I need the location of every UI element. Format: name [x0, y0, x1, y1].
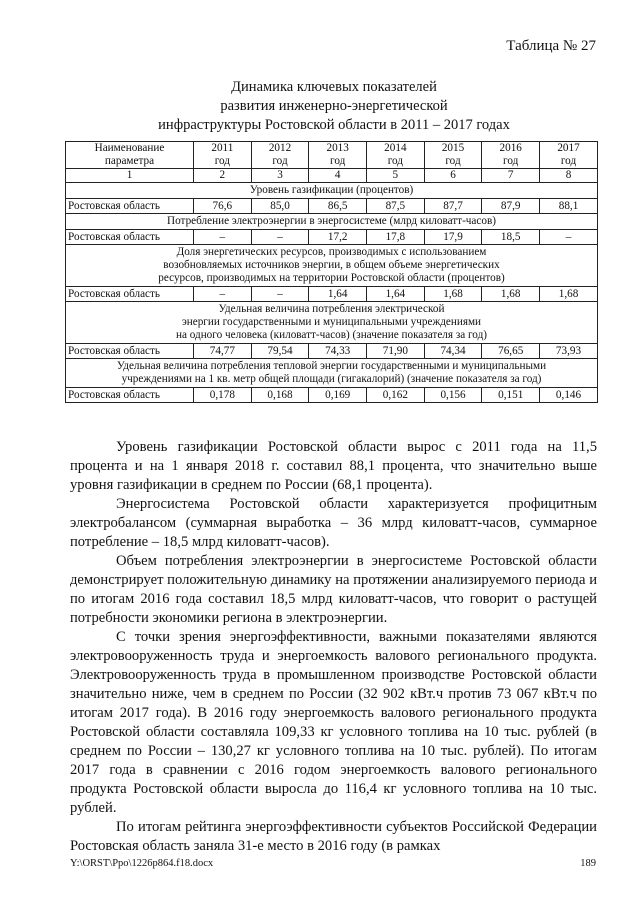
value-cell: 73,93: [540, 344, 598, 359]
header-year-cell: 2011 год: [194, 142, 252, 169]
header-year-cell: 2014 год: [367, 142, 425, 169]
table-caption: [64, 78, 604, 135]
value-cell: 88,1: [540, 199, 598, 214]
value-cell: 76,6: [194, 199, 252, 214]
value-cell: 0,156: [424, 388, 482, 403]
value-cell: 0,168: [251, 388, 309, 403]
section-title-line: Удельная величина потребления электрической: [218, 303, 445, 315]
caption-line: Динамика ключевых показателей: [231, 79, 437, 95]
value-cell: 1,68: [540, 287, 598, 302]
value-cell: 87,9: [482, 199, 540, 214]
column-number-cell: 6: [424, 169, 482, 183]
value-cell: 74,77: [194, 344, 252, 359]
value-cell: 74,33: [309, 344, 367, 359]
value-cell: 18,5: [482, 230, 540, 245]
value-cell: 0,178: [194, 388, 252, 403]
section-title-row: [66, 183, 598, 199]
value-cell: 17,9: [424, 230, 482, 245]
header-year-cell: 2015 год: [424, 142, 482, 169]
value-cell: 17,2: [309, 230, 367, 245]
value-cell: 76,65: [482, 344, 540, 359]
caption-line: инфраструктуры Ростовской области в 2011 – 2017 годах: [158, 117, 510, 133]
value-cell: –: [194, 230, 252, 245]
body-paragraph: Уровень газификации Ростовской области вырос с 2011 года на 11,5 процента и на 1 января 2018 г. составил 88,1 процента, что значительно выше уровня газификации в среднем по России (68,1 процента).: [70, 439, 597, 493]
value-cell: 87,5: [367, 199, 425, 214]
column-number-cell: 3: [251, 169, 309, 183]
section-title-line: Уровень газификации (процентов): [249, 184, 414, 196]
column-number-cell: 4: [309, 169, 367, 183]
row-label-cell: Ростовская область: [66, 344, 194, 359]
column-number-cell: 2: [194, 169, 252, 183]
value-cell: –: [251, 287, 309, 302]
section-title-line: энергии государственными и муниципальными учреждениями: [181, 316, 482, 328]
value-cell: 86,5: [309, 199, 367, 214]
value-cell: 71,90: [367, 344, 425, 359]
value-cell: 79,54: [251, 344, 309, 359]
footer-file-path: Y:\ORST\Ppo\1226p864.f18.docx: [70, 858, 214, 869]
section-title-cell: [66, 245, 598, 287]
header-year-cell: 2016 год: [482, 142, 540, 169]
table-number-label: Таблица № 27: [506, 38, 596, 54]
section-title-row: [66, 359, 598, 388]
column-number-row: [66, 169, 598, 183]
indicators-table: [65, 141, 598, 403]
header-year-cell: 2012 год: [251, 142, 309, 169]
row-label-cell: Ростовская область: [66, 230, 194, 245]
value-cell: 85,0: [251, 199, 309, 214]
body-paragraph: С точки зрения энергоэффективности, важными показателями являются электровооруженность труда и энергоемкость валового регионального продукта. Электровооруженность труда в промышленном производстве Ростовской области значительно ниже, чем в среднем по России (32 902 кВт.ч против 73 067 кВт.ч по итогам 2017 года). В 2016 году энергоемкость валового регионального продукта Ростовской области составляла 109,33 кг условного топлива на 10 тыс. рублей (в среднем по России – 130,27 кг условного топлива на 10 тыс. рублей). По итогам 2017 года в сравнении с 2016 годом энергоемкость валового регионального продукта Ростовской области выросла до 116,4 кг условного топлива на 10 тыс. рублей.: [70, 629, 597, 816]
table-header-row: [66, 142, 598, 169]
row-label-cell: Ростовская область: [66, 287, 194, 302]
body-paragraph: По итогам рейтинга энергоэффективности субъектов Российской Федерации Ростовская область заняла 31-е место в 2016 году (в рамках: [70, 819, 597, 854]
value-cell: 0,169: [309, 388, 367, 403]
section-title-line: учреждениями на 1 кв. метр общей площади (гигакалорий) (значение показателя за год): [121, 373, 542, 385]
section-title-cell: [66, 183, 598, 199]
section-title-row: [66, 302, 598, 344]
value-cell: 0,146: [540, 388, 598, 403]
section-title-line: на одного человека (киловатт-часов) (значение показателя за год): [175, 329, 487, 341]
table-row: [66, 344, 598, 359]
row-label-cell: Ростовская область: [66, 199, 194, 214]
value-cell: 0,162: [367, 388, 425, 403]
section-title-line: Потребление электроэнергии в энергосистеме (млрд киловатт-часов): [167, 215, 496, 227]
value-cell: –: [251, 230, 309, 245]
value-cell: 87,7: [424, 199, 482, 214]
column-number-cell: 8: [540, 169, 598, 183]
value-cell: 1,64: [309, 287, 367, 302]
section-title-line: возобновляемых источников энергии, в общем объеме энергетических: [163, 259, 500, 271]
section-title-cell: [66, 359, 598, 388]
body-paragraph: Энергосистема Ростовской области характеризуется профицитным электробалансом (суммарная выработка – 36 млрд киловатт-часов, суммарное потребление – 18,5 млрд киловатт-часов).: [70, 496, 597, 550]
column-number-cell: 7: [482, 169, 540, 183]
value-cell: 74,34: [424, 344, 482, 359]
header-year-cell: 2017 год: [540, 142, 598, 169]
table-row: [66, 287, 598, 302]
column-number-cell: 1: [66, 169, 194, 183]
value-cell: 0,151: [482, 388, 540, 403]
body-text: [70, 438, 597, 856]
body-paragraph: Объем потребления электроэнергии в энергосистеме Ростовской области демонстрирует положительную динамику на протяжении анализируемого периода и по итогам 2016 года составил 18,5 млрд киловатт-часов, что говорит о растущей потребности экономики региона в электроэнергии.: [70, 553, 597, 626]
section-title-line: ресурсов, производимых на территории Ростовской области (процентов): [158, 272, 505, 284]
table-row: [66, 388, 598, 403]
value-cell: 1,68: [424, 287, 482, 302]
page-number: 189: [580, 858, 596, 869]
section-title-cell: [66, 302, 598, 344]
value-cell: –: [194, 287, 252, 302]
section-title-row: [66, 245, 598, 287]
value-cell: 1,68: [482, 287, 540, 302]
section-title-line: Удельная величина потребления тепловой энергии государственными и муниципальными: [116, 360, 547, 372]
header-name-cell: Наименование параметра: [66, 142, 194, 169]
caption-line: развития инженерно-энергетической: [220, 98, 448, 114]
header-year-cell: 2013 год: [309, 142, 367, 169]
section-title-row: [66, 214, 598, 230]
row-label-cell: Ростовская область: [66, 388, 194, 403]
value-cell: 17,8: [367, 230, 425, 245]
table-row: [66, 230, 598, 245]
value-cell: 1,64: [367, 287, 425, 302]
section-title-cell: [66, 214, 598, 230]
table-row: [66, 199, 598, 214]
section-title-line: Доля энергетических ресурсов, производимых с использованием: [176, 246, 487, 258]
column-number-cell: 5: [367, 169, 425, 183]
value-cell: –: [540, 230, 598, 245]
